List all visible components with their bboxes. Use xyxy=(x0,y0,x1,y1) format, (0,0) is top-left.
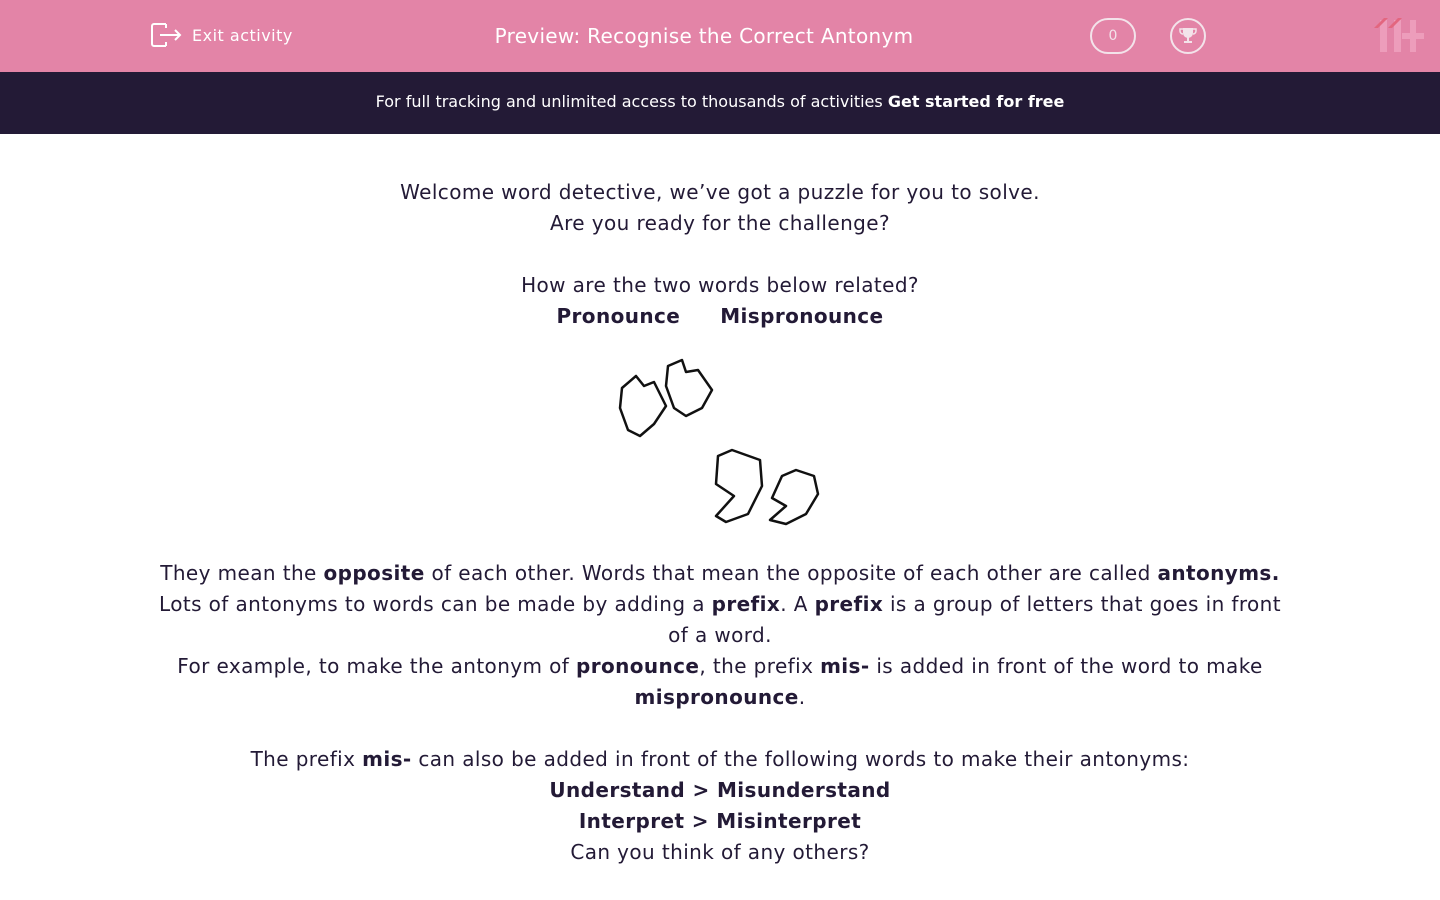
banner-text: For full tracking and unlimited access to thousands of activities xyxy=(375,92,888,111)
example-2: Interpret > Misinterpret xyxy=(578,809,862,833)
score-badge: 0 xyxy=(1090,18,1136,54)
exit-label: Exit activity xyxy=(192,25,293,45)
paragraph-opposite: They mean the opposite of each other. Words that mean the opposite of each other are called antonyms. xyxy=(160,561,1280,585)
intro-line-2: Are you ready for the challenge? xyxy=(550,211,890,235)
word-2: Mispronounce xyxy=(720,304,884,328)
activity-title: Preview: Recognise the Correct Antonym xyxy=(494,24,914,48)
quotation-marks-image xyxy=(150,332,1290,558)
intro-line-1: Welcome word detective, we’ve got a puzzle for you to solve. xyxy=(400,180,1040,204)
paragraph-prefix: Lots of antonyms to words can be made by adding a prefix. A prefix is a group of letters that goes in front of a word. xyxy=(159,592,1281,647)
paragraph-mis-prefix: The prefix mis- can also be added in front of the following words to make their antonyms: xyxy=(250,747,1190,771)
example-1: Understand > Misunderstand xyxy=(549,778,891,802)
logo-11plus xyxy=(1372,16,1434,56)
activity-intro xyxy=(150,0,1290,868)
word-1: Pronounce xyxy=(556,304,681,328)
get-started-link[interactable]: Get started for free xyxy=(887,92,1065,111)
paragraph-example: For example, to make the antonym of pronounce, the prefix mis- is added in front of the word to make mispronounce. xyxy=(177,654,1263,709)
quote-marks-icon xyxy=(600,346,840,536)
question: How are the two words below related? xyxy=(521,273,919,297)
closing-question: Can you think of any others? xyxy=(570,840,870,864)
